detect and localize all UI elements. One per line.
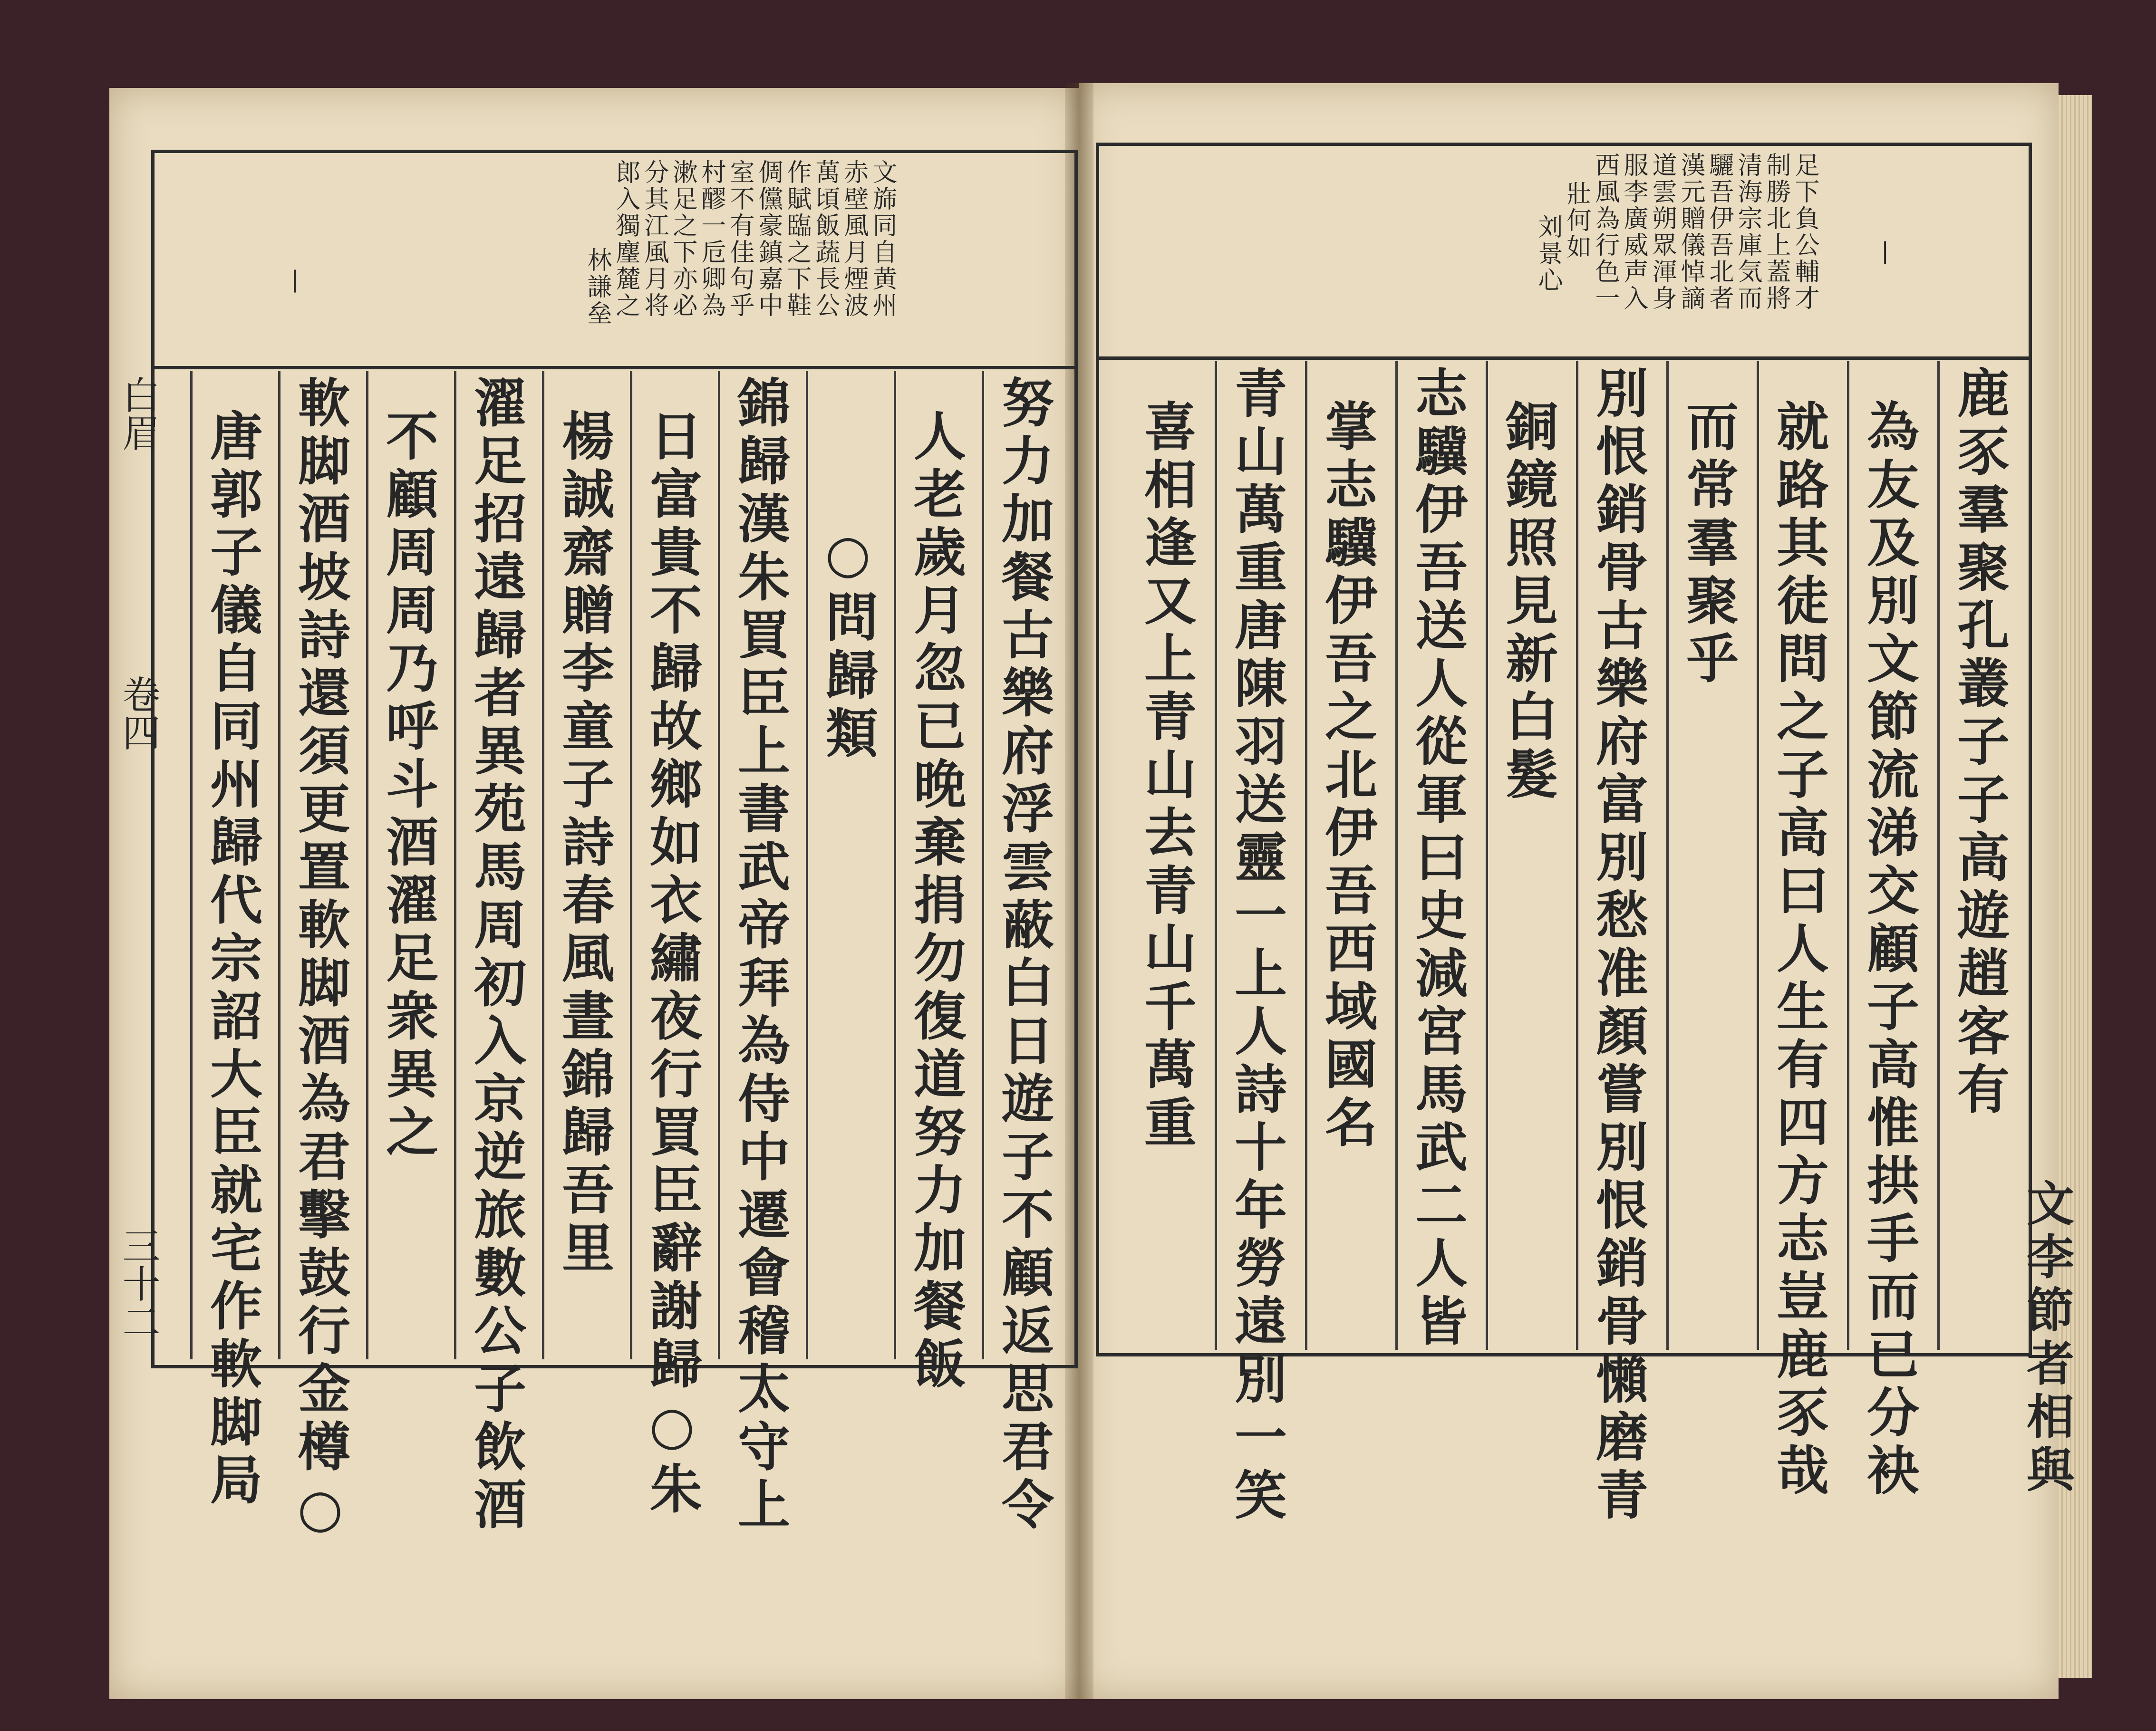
text-column: 不顧周周乃呼斗酒濯足衆異之 [377, 409, 439, 1163]
column-rule [1305, 361, 1307, 1350]
text-column: 志驥伊吾送人從軍曰史減宮馬武二人皆 [1407, 366, 1468, 1352]
text-column: 唐郭子儀自同州歸代宗詔大臣就宅作軟脚局 [202, 409, 263, 1510]
column-rule [454, 371, 456, 1359]
column-rule [1576, 361, 1578, 1350]
text-column: ○問歸類 [817, 523, 879, 764]
text-column: 喜相逢又上青山去青山千萬重 [1136, 399, 1197, 1153]
text-column: 掌志驥伊吾之北伊吾西域國名 [1316, 399, 1378, 1153]
header-note: 文旆同自黄州 [868, 159, 897, 319]
column-rule [1666, 361, 1669, 1350]
column-rule [542, 371, 544, 1359]
column-rule [1486, 361, 1488, 1350]
column-rule [806, 371, 808, 1359]
column-rule [1847, 361, 1849, 1350]
header-note: 倜儻豪鎮嘉中 [754, 159, 783, 319]
column-rule [982, 371, 984, 1359]
book-title-margin: 白眉 [116, 375, 160, 452]
column-rule [630, 371, 632, 1359]
page-number: 三十二 [116, 1226, 160, 1340]
header-note: 作賦臨之下鞋 [783, 159, 811, 319]
text-column: 濯足招遠歸者異苑馬周初入京逆旅數公子飲酒 [465, 375, 527, 1535]
column-rule [278, 371, 280, 1359]
header-note: 漱足之下亦必 [668, 159, 697, 319]
header-note: 萬頃飯蔬長公 [811, 159, 840, 319]
column-rule [190, 371, 193, 1359]
text-column: 別恨銷骨古樂府富別愁准顏嘗別恨銷骨懶磨青 [1587, 366, 1649, 1526]
header-note: 西風為行色一 [1591, 152, 1619, 312]
header-note: 服李廣威声入 [1619, 152, 1648, 312]
column-rule [718, 371, 720, 1359]
text-column: 日富貴不歸故鄉如衣繡夜行買臣辭謝歸○朱 [641, 409, 703, 1519]
left-header-rule [151, 366, 1074, 369]
text-column: 鹿豕羣聚孔叢子子高遊趙客有 [1949, 366, 2010, 1120]
header-note: 清海宗庫気而 [1733, 152, 1762, 312]
text-column: 人老歲月忽已晚棄捐勿復道努力加餐飯 [905, 409, 967, 1394]
header-note: 室不有佳句乎 [725, 159, 754, 319]
header-note: 林謙垒 [583, 247, 611, 327]
column-rule [1215, 361, 1217, 1350]
header-note: 道雲朔眾渾身 [1648, 152, 1676, 312]
text-column: 努力加餐古樂府浮雲蔽白日遊子不顧返思君令 [993, 375, 1054, 1535]
header-note: 足下負公輔才 [1790, 152, 1819, 312]
text-column: 軟脚酒坡詩還須更置軟脚酒為君擊鼓行金樽○ [290, 375, 351, 1544]
text-column: 錦歸漢朱買臣上書武帝拜為侍中遷會稽太守上 [729, 375, 791, 1535]
column-ornament: ❘ [285, 266, 305, 293]
text-column: 而常羣聚乎 [1678, 399, 1739, 689]
text-column: 就路其徒問之子高曰人生有四方志豈鹿豕哉 [1768, 399, 1829, 1501]
header-note: 制勝北上蓋將 [1762, 152, 1790, 312]
header-note: 刘景心 [1534, 214, 1562, 294]
text-column: 青山萬重唐陳羽送靈一上人詩十年勞遠別一笑 [1226, 366, 1287, 1526]
column-rule [1757, 361, 1759, 1350]
header-note: 壯何如 [1562, 181, 1591, 260]
text-column: 銅鏡照見新白髮 [1497, 399, 1558, 805]
column-rule [366, 371, 368, 1359]
text-column: 為友及別文節流涕交顧子高惟拱手而已分袂 [1858, 399, 1920, 1501]
text-column: 楊誠齋贈李童子詩春風晝錦歸吾里 [553, 409, 615, 1279]
column-rule [1937, 361, 1940, 1350]
column-ornament: ❘ [1876, 238, 1895, 264]
header-note: 漢元贈儀悼謫 [1676, 152, 1705, 312]
volume-number: 卷四 [116, 675, 160, 751]
header-note: 驪吾伊吾北者 [1705, 152, 1733, 312]
column-rule [894, 371, 896, 1359]
right-header-rule [1096, 356, 2029, 360]
column-rule [1395, 361, 1398, 1350]
header-note: 赤壁風月煙波 [840, 159, 868, 319]
header-note: 分其江風月将 [640, 159, 668, 319]
header-note: 村醪一卮卿為 [697, 159, 725, 319]
header-note: 郎入獨麈麓之 [611, 159, 640, 319]
margin-note: 文李節者相與 [2019, 1179, 2075, 1498]
